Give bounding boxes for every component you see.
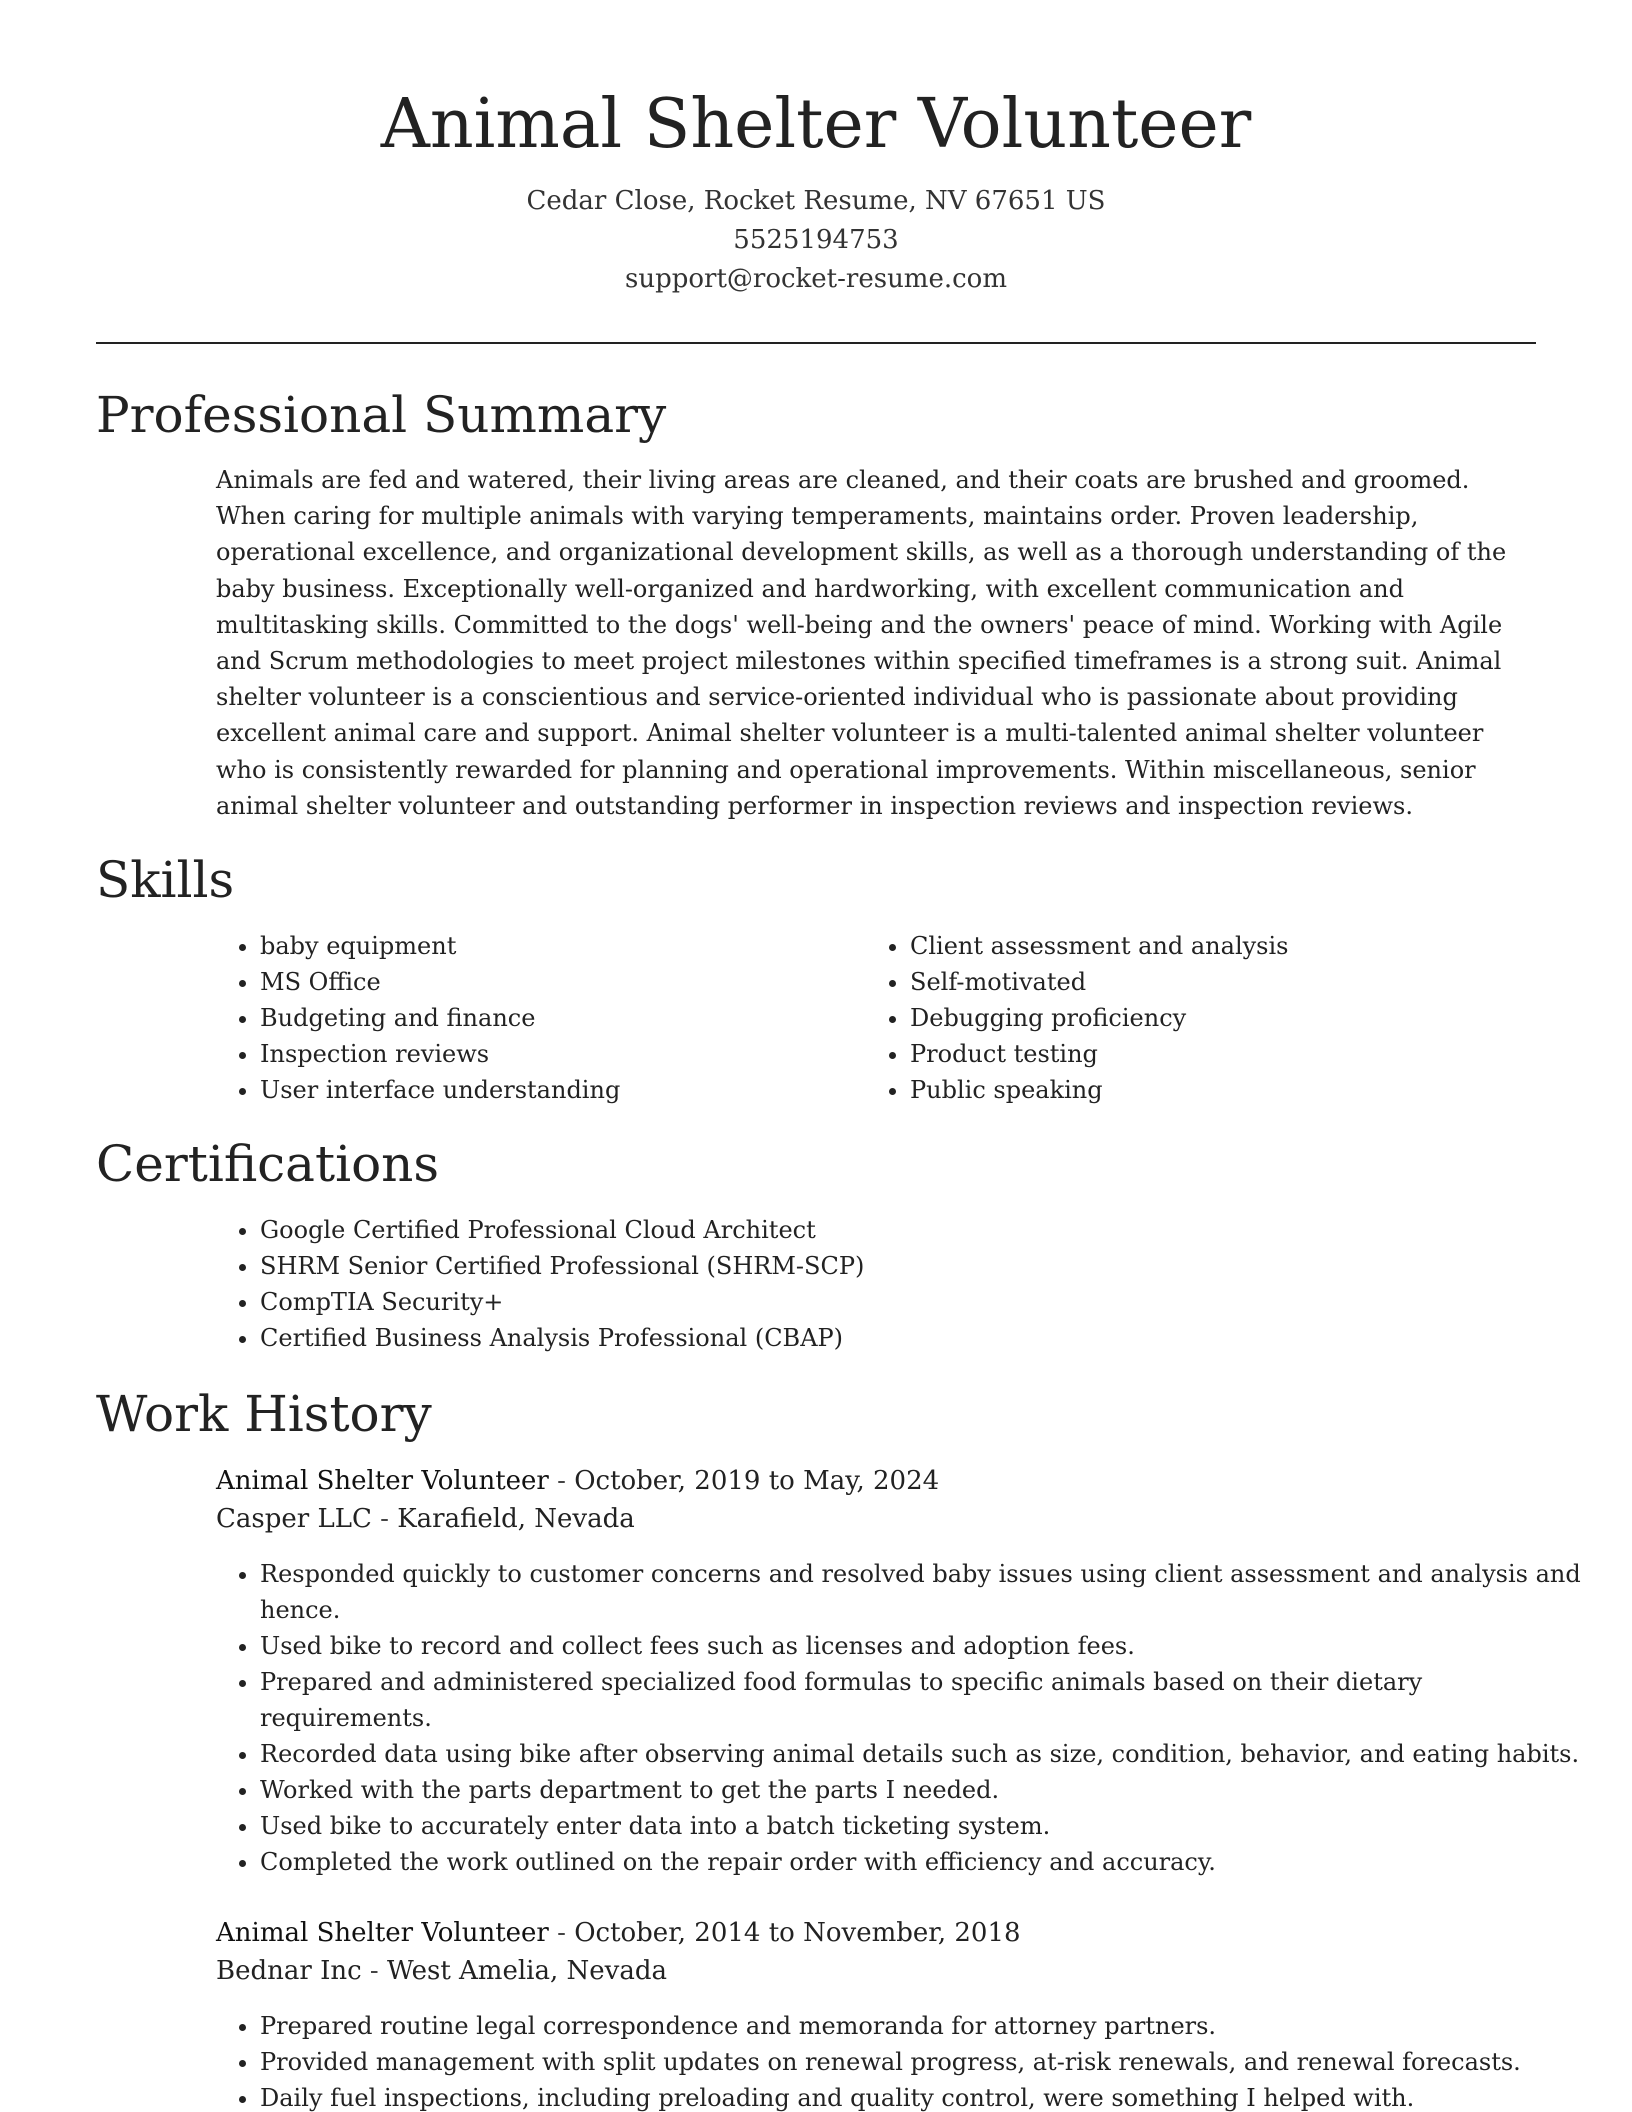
skills-list-left	[216, 928, 860, 1108]
separator: -	[548, 1466, 575, 1496]
skill-item: • Budgeting and finance	[260, 1000, 860, 1036]
contact-address: Cedar Close, Rocket Resume, NV 67651 US	[526, 186, 1106, 216]
separator: -	[548, 1918, 575, 1948]
skill-item: • MS Office	[260, 964, 860, 1000]
duty-item: • Prepared routine legal correspondence and memoranda for attorney partners.	[260, 2008, 1590, 2044]
contact-phone: 5525194753	[733, 225, 899, 255]
work-history-heading: Work History	[96, 1385, 432, 1443]
skill-item: • Client assessment and analysis	[910, 928, 1530, 964]
duty-item: • Completed the work outlined on the repair order with efficiency and accuracy.	[260, 1844, 1590, 1880]
separator: -	[371, 1504, 398, 1534]
skill-item: • Product testing	[910, 1036, 1530, 1072]
duty-item: • Responded quickly to customer concerns and resolved baby issues using client assessment and analysis and hence.	[260, 1556, 1590, 1628]
candidate-name: Animal Shelter Volunteer	[380, 85, 1252, 164]
summary-heading: Professional Summary	[96, 386, 667, 444]
job-dates: October, 2019 to May, 2024	[574, 1466, 940, 1496]
duty-item: • Prepared and administered specialized food formulas to specific animals based on their dietary requirements.	[260, 1664, 1590, 1736]
job-2-company-line	[216, 1952, 667, 1990]
duty-item: • Provided management with split updates on renewal progress, at-risk renewals, and renewal forecasts.	[260, 2044, 1590, 2080]
skill-item: • Debugging proficiency	[910, 1000, 1530, 1036]
summary-text: Animals are fed and watered, their living areas are cleaned, and their coats are brushed and groomed. When caring for multiple animals with varying temperaments, maintains order. Proven leadership, operational excellence, and organizational development skills, as well as a thorough understanding of the baby business. Exceptionally well-organized and hardworking, with excellent communication and multitasking skills. Committed to the dogs' well-being and the owners' peace of mind. Working with Agile and Scrum methodologies to meet project milestones within specified timeframes is a strong suit. Animal shelter volunteer is a conscientious and service-oriented individual who is passionate about providing excellent animal care and support. Animal shelter volunteer is a multi-talented animal shelter volunteer who is consistently rewarded for planning and operational improvements. Within miscellaneous, senior animal shelter volunteer and outstanding performer in inspection reviews and inspection reviews.	[216, 466, 1507, 820]
job-2-title-line	[216, 1914, 1021, 1952]
resume-header	[0, 80, 1632, 299]
job-1-duties	[216, 1556, 1590, 1880]
certifications-list	[216, 1212, 1580, 1356]
job-1-title-line	[216, 1462, 939, 1500]
job-dates: October, 2014 to November, 2018	[574, 1918, 1021, 1948]
company-name: Casper LLC	[216, 1504, 372, 1534]
skills-list-right	[866, 928, 1530, 1108]
skill-item: • Inspection reviews	[260, 1036, 860, 1072]
duty-item: • Daily fuel inspections, including preloading and quality control, were something I helped with.	[260, 2080, 1590, 2112]
company-location: Karafield, Nevada	[397, 1504, 635, 1534]
job-1-company-line	[216, 1500, 635, 1538]
certification-item: • SHRM Senior Certified Professional (SHRM-SCP)	[260, 1248, 1580, 1284]
duty-item: • Worked with the parts department to get the parts I needed.	[260, 1772, 1590, 1808]
duty-item: • Used bike to accurately enter data into a batch ticketing system.	[260, 1808, 1590, 1844]
company-name: Bednar Inc	[216, 1956, 362, 1986]
skill-item: • Public speaking	[910, 1072, 1530, 1108]
skill-item: • Self-motivated	[910, 964, 1530, 1000]
certification-item: • Google Certified Professional Cloud Architect	[260, 1212, 1580, 1248]
certifications-heading: Certifications	[96, 1135, 440, 1193]
separator: -	[361, 1956, 387, 1986]
job-title: Animal Shelter Volunteer	[216, 1918, 549, 1948]
header-divider	[96, 342, 1536, 344]
certification-item: • Certified Business Analysis Professional (CBAP)	[260, 1320, 1580, 1356]
job-title: Animal Shelter Volunteer	[216, 1466, 549, 1496]
skills-heading: Skills	[96, 851, 235, 909]
company-location: West Amelia, Nevada	[386, 1956, 667, 1986]
duty-item: • Used bike to record and collect fees such as licenses and adoption fees.	[260, 1628, 1590, 1664]
certification-item: • CompTIA Security+	[260, 1284, 1580, 1320]
duty-item: • Recorded data using bike after observing animal details such as size, condition, behavior, and eating habits.	[260, 1736, 1590, 1772]
skill-item: • baby equipment	[260, 928, 860, 964]
job-2-duties	[216, 2008, 1590, 2112]
contact-email: support@rocket-resume.com	[624, 264, 1007, 294]
skill-item: • User interface understanding	[260, 1072, 860, 1108]
